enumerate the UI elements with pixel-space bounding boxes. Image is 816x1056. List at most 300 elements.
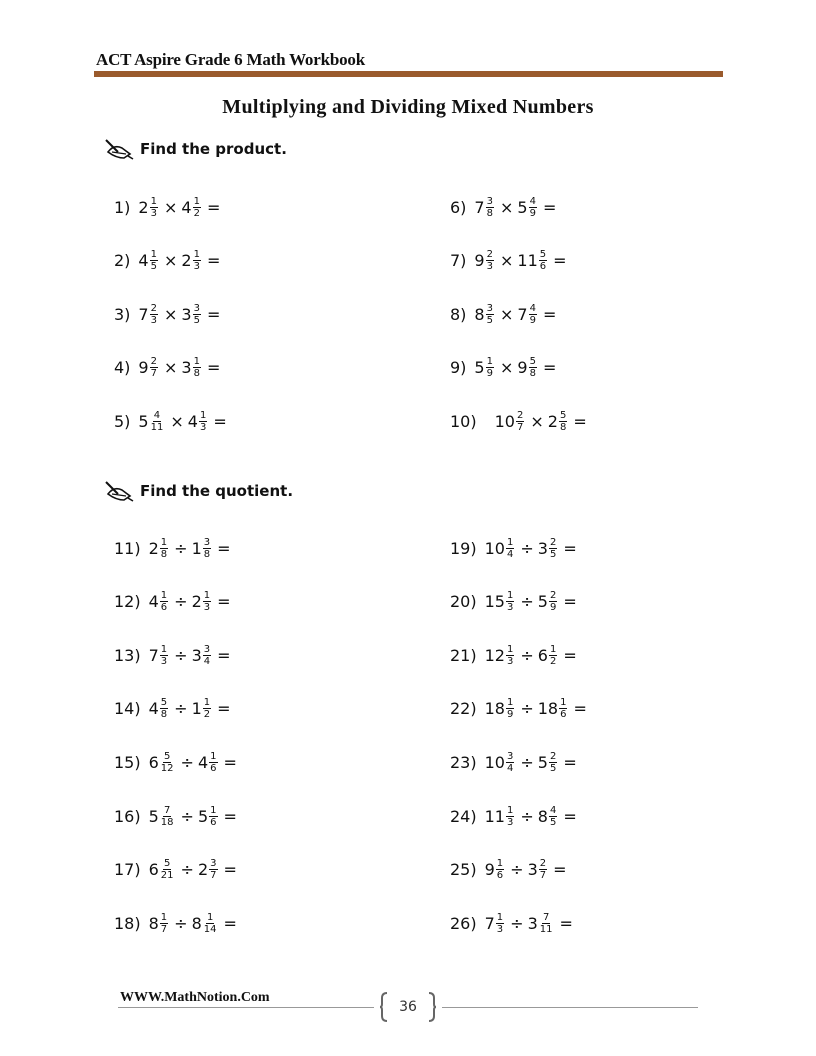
- mixed-number: [149, 644, 171, 667]
- problem-item: [114, 742, 237, 782]
- whole-part: 2: [191, 592, 202, 612]
- numerator: 7: [163, 804, 171, 816]
- problem-number: 1): [114, 197, 131, 217]
- numerator: 1: [150, 195, 157, 207]
- problem-number: 12): [114, 592, 141, 612]
- equals-sign: =: [542, 304, 557, 324]
- denominator: 6: [160, 602, 168, 614]
- whole-part: 1: [191, 699, 202, 719]
- fraction: [486, 249, 494, 272]
- problem-item: [114, 689, 231, 729]
- denominator: 3: [150, 207, 157, 219]
- equals-sign: =: [206, 304, 221, 324]
- pencil-icon: [104, 138, 134, 160]
- denominator: 6: [496, 870, 504, 882]
- multiply-operator: ×: [163, 251, 178, 271]
- mixed-number: [474, 249, 496, 272]
- denominator: 9: [549, 602, 557, 614]
- whole-part: 6: [537, 645, 548, 665]
- whole-part: 6: [148, 860, 159, 880]
- mixed-number: [538, 805, 560, 828]
- mixed-number: [181, 356, 203, 379]
- denominator: 5: [193, 314, 200, 326]
- numerator: 1: [193, 356, 200, 368]
- fraction: [160, 912, 168, 935]
- mixed-number: [149, 697, 171, 720]
- whole-part: 3: [191, 645, 202, 665]
- equals-sign: =: [542, 358, 557, 378]
- mixed-number: [192, 912, 220, 935]
- numerator: 1: [199, 409, 207, 421]
- footer-website: WWW.MathNotion.Com: [120, 990, 270, 1005]
- problem-number: 14): [114, 699, 141, 719]
- mixed-number: [485, 590, 517, 613]
- denominator: 6: [560, 709, 567, 721]
- numerator: 4: [153, 409, 161, 421]
- fraction: [160, 537, 168, 560]
- numerator: 1: [549, 643, 557, 655]
- equals-sign: =: [563, 538, 577, 558]
- fraction: [549, 751, 557, 774]
- fraction: [193, 356, 201, 379]
- fraction: [150, 303, 158, 326]
- fraction: [199, 410, 207, 433]
- footer-divider-right: [442, 1007, 698, 1008]
- equals-sign: =: [217, 699, 231, 719]
- whole-part: 9: [484, 860, 495, 880]
- whole-part: 9: [474, 251, 485, 271]
- fraction: [506, 805, 514, 828]
- equals-sign: =: [563, 645, 577, 665]
- denominator: 2: [193, 207, 200, 219]
- mixed-number: [517, 249, 549, 272]
- whole-part: 18: [484, 699, 505, 719]
- problem-number: 8): [450, 304, 467, 324]
- divide-operator: ÷: [180, 806, 194, 826]
- whole-part: 11: [484, 806, 505, 826]
- whole-part: 7: [517, 304, 528, 324]
- problem-number: 2): [114, 251, 131, 271]
- whole-part: 4: [148, 699, 159, 719]
- mixed-number: [188, 410, 210, 433]
- numerator: 1: [506, 536, 514, 548]
- equals-sign: =: [559, 913, 573, 933]
- numerator: 1: [506, 643, 514, 655]
- divide-operator: ÷: [174, 645, 188, 665]
- fraction: [193, 196, 201, 219]
- denominator: 3: [160, 655, 168, 667]
- problem-number: 24): [450, 806, 477, 826]
- mixed-number: [517, 303, 539, 326]
- denominator: 5: [486, 314, 493, 326]
- whole-part: 3: [527, 913, 538, 933]
- problem-number: 21): [450, 645, 477, 665]
- problem-item: [450, 401, 587, 441]
- denominator: 6: [539, 261, 547, 273]
- divide-operator: ÷: [510, 860, 524, 880]
- mixed-number: [149, 912, 171, 935]
- whole-part: 5: [537, 752, 548, 772]
- numerator: 1: [496, 858, 504, 870]
- page-title: Multiplying and Dividing Mixed Numbers: [222, 96, 594, 118]
- whole-part: 8: [191, 913, 202, 933]
- whole-part: 4: [148, 592, 159, 612]
- denominator: 8: [193, 368, 200, 380]
- whole-part: 5: [148, 806, 159, 826]
- fraction: [486, 303, 494, 326]
- whole-part: 7: [484, 913, 495, 933]
- numerator: 1: [160, 536, 168, 548]
- mixed-number: [181, 303, 203, 326]
- whole-part: 12: [484, 645, 505, 665]
- header-divider: [94, 71, 723, 77]
- whole-part: 15: [484, 592, 505, 612]
- fraction: [506, 590, 514, 613]
- denominator: 2: [203, 709, 211, 721]
- fraction: [486, 196, 494, 219]
- fraction: [486, 356, 494, 379]
- mixed-number: [485, 697, 517, 720]
- mixed-number: [192, 590, 214, 613]
- whole-part: 4: [187, 411, 198, 431]
- problem-item: [450, 903, 573, 943]
- numerator: 2: [516, 409, 524, 421]
- fraction: [203, 590, 211, 613]
- equals-sign: =: [217, 592, 231, 612]
- equals-sign: =: [217, 645, 231, 665]
- fraction: [549, 805, 557, 828]
- denominator: 9: [529, 314, 536, 326]
- mixed-number: [538, 697, 570, 720]
- numerator: 1: [210, 750, 217, 762]
- denominator: 7: [210, 870, 217, 882]
- numerator: 1: [496, 911, 504, 923]
- right-brace-icon: [428, 992, 436, 1022]
- equals-sign: =: [223, 913, 237, 933]
- whole-part: 9: [138, 358, 149, 378]
- problem-item: [114, 903, 237, 943]
- problem-item: [450, 294, 556, 334]
- numerator: 5: [559, 409, 567, 421]
- whole-part: 1: [191, 538, 202, 558]
- problem-number: 17): [114, 860, 141, 880]
- denominator: 8: [203, 548, 211, 560]
- equals-sign: =: [563, 592, 577, 612]
- problem-number: 9): [450, 358, 467, 378]
- mixed-number: [138, 410, 166, 433]
- denominator: 8: [160, 548, 168, 560]
- mixed-number: [538, 537, 560, 560]
- numerator: 2: [150, 356, 157, 368]
- denominator: 8: [559, 421, 567, 433]
- mixed-number: [485, 805, 517, 828]
- numerator: 1: [160, 911, 168, 923]
- problem-item: [114, 187, 220, 227]
- problem-number: 15): [114, 752, 141, 772]
- problem-number: 10): [450, 411, 477, 431]
- mixed-number: [149, 805, 177, 828]
- denominator: 9: [529, 207, 536, 219]
- numerator: 4: [529, 195, 536, 207]
- problem-number: 26): [450, 913, 477, 933]
- mixed-number: [198, 751, 220, 774]
- denominator: 5: [549, 762, 557, 774]
- numerator: 1: [203, 697, 211, 709]
- fraction: [150, 410, 165, 433]
- problem-item: [450, 635, 577, 675]
- section-heading-product: [104, 138, 287, 160]
- denominator: 9: [486, 368, 493, 380]
- problem-number: 18): [114, 913, 141, 933]
- fraction: [209, 751, 217, 774]
- equals-sign: =: [553, 251, 567, 271]
- mixed-number: [495, 410, 527, 433]
- mixed-number: [485, 644, 517, 667]
- denominator: 7: [150, 368, 157, 380]
- mixed-number: [138, 249, 160, 272]
- mixed-number: [474, 196, 496, 219]
- equals-sign: =: [206, 197, 221, 217]
- problem-item: [450, 348, 556, 388]
- numerator: 5: [163, 750, 171, 762]
- fraction: [150, 249, 158, 272]
- denominator: 8: [529, 368, 536, 380]
- problem-number: 6): [450, 197, 467, 217]
- mixed-number: [474, 356, 496, 379]
- denominator: 6: [210, 816, 217, 828]
- fraction: [506, 751, 514, 774]
- fraction: [539, 249, 547, 272]
- left-brace-icon: [380, 992, 388, 1022]
- denominator: 3: [193, 261, 200, 273]
- section-heading-text: Find the quotient.: [140, 482, 294, 500]
- numerator: 3: [203, 536, 211, 548]
- divide-operator: ÷: [174, 913, 188, 933]
- problem-number: 20): [450, 592, 477, 612]
- fraction: [506, 537, 514, 560]
- divide-operator: ÷: [520, 592, 534, 612]
- denominator: 11: [539, 923, 553, 935]
- mixed-number: [149, 751, 177, 774]
- numerator: 1: [486, 356, 493, 368]
- fraction: [529, 303, 537, 326]
- denominator: 7: [539, 870, 547, 882]
- equals-sign: =: [217, 538, 231, 558]
- numerator: 5: [539, 249, 547, 261]
- numerator: 3: [486, 302, 493, 314]
- equals-sign: =: [573, 411, 587, 431]
- problem-item: [114, 401, 227, 441]
- denominator: 18: [160, 816, 174, 828]
- multiply-operator: ×: [499, 358, 514, 378]
- whole-part: 5: [537, 592, 548, 612]
- problem-number: 3): [114, 304, 131, 324]
- pencil-icon: [104, 480, 134, 502]
- problem-item: [114, 294, 220, 334]
- whole-part: 7: [474, 197, 485, 217]
- denominator: 9: [506, 709, 514, 721]
- denominator: 11: [150, 421, 164, 433]
- denominator: 8: [160, 709, 168, 721]
- page-number: 36: [399, 999, 417, 1015]
- numerator: 2: [539, 858, 547, 870]
- numerator: 1: [206, 911, 214, 923]
- mixed-number: [138, 196, 160, 219]
- mixed-number: [517, 356, 539, 379]
- numerator: 1: [203, 590, 211, 602]
- problem-item: [450, 850, 567, 890]
- mixed-number: [538, 644, 560, 667]
- multiply-operator: ×: [499, 251, 514, 271]
- fraction: [209, 858, 217, 881]
- mixed-number: [192, 644, 214, 667]
- divide-operator: ÷: [520, 699, 534, 719]
- problem-number: 19): [450, 538, 477, 558]
- numerator: 2: [549, 590, 557, 602]
- fraction: [549, 644, 557, 667]
- mixed-number: [485, 912, 507, 935]
- mixed-number: [517, 196, 539, 219]
- problem-item: [114, 582, 231, 622]
- mixed-number: [474, 303, 496, 326]
- fraction: [529, 196, 537, 219]
- denominator: 7: [160, 923, 168, 935]
- numerator: 1: [160, 643, 168, 655]
- section-heading-text: Find the product.: [140, 140, 287, 158]
- whole-part: 2: [148, 538, 159, 558]
- denominator: 3: [199, 421, 207, 433]
- numerator: 1: [506, 590, 514, 602]
- denominator: 8: [486, 207, 493, 219]
- numerator: 1: [560, 697, 567, 709]
- multiply-operator: ×: [170, 411, 184, 431]
- equals-sign: =: [563, 806, 577, 826]
- fraction: [203, 912, 218, 935]
- numerator: 2: [549, 536, 557, 548]
- denominator: 3: [486, 261, 493, 273]
- numerator: 1: [506, 697, 514, 709]
- whole-part: 8: [537, 806, 548, 826]
- problem-number: 23): [450, 752, 477, 772]
- mixed-number: [538, 590, 560, 613]
- fraction: [160, 590, 168, 613]
- fraction: [549, 590, 557, 613]
- whole-part: 8: [148, 913, 159, 933]
- numerator: 1: [193, 249, 200, 261]
- whole-part: 5: [138, 411, 149, 431]
- whole-part: 8: [474, 304, 485, 324]
- divide-operator: ÷: [510, 913, 524, 933]
- mixed-number: [485, 751, 517, 774]
- numerator: 4: [529, 302, 536, 314]
- mixed-number: [138, 356, 160, 379]
- fraction: [150, 356, 158, 379]
- equals-sign: =: [213, 411, 227, 431]
- fraction: [203, 537, 211, 560]
- whole-part: 10: [494, 411, 515, 431]
- denominator: 5: [549, 548, 557, 560]
- whole-part: 3: [537, 538, 548, 558]
- problem-item: [114, 796, 237, 836]
- divide-operator: ÷: [180, 860, 194, 880]
- fraction: [549, 537, 557, 560]
- denominator: 6: [210, 762, 217, 774]
- mixed-number: [181, 196, 203, 219]
- whole-part: 7: [138, 304, 149, 324]
- numerator: 2: [486, 249, 493, 261]
- denominator: 3: [506, 816, 514, 828]
- fraction: [496, 912, 504, 935]
- whole-part: 10: [484, 752, 505, 772]
- multiply-operator: ×: [163, 358, 178, 378]
- whole-part: 7: [148, 645, 159, 665]
- problem-item: [114, 635, 231, 675]
- numerator: 1: [506, 804, 514, 816]
- denominator: 3: [150, 314, 157, 326]
- denominator: 3: [496, 923, 504, 935]
- numerator: 3: [193, 302, 200, 314]
- mixed-number: [485, 858, 507, 881]
- problem-number: 4): [114, 358, 131, 378]
- fraction: [160, 751, 175, 774]
- numerator: 5: [529, 356, 536, 368]
- denominator: 3: [506, 655, 514, 667]
- whole-part: 6: [148, 752, 159, 772]
- numerator: 3: [203, 643, 211, 655]
- problem-item: [114, 348, 220, 388]
- fraction: [539, 858, 547, 881]
- footer-divider-left: [118, 1007, 374, 1008]
- fraction: [160, 697, 168, 720]
- mixed-number: [198, 805, 220, 828]
- whole-part: 3: [527, 860, 538, 880]
- whole-part: 2: [181, 251, 192, 271]
- whole-part: 4: [197, 752, 209, 772]
- mixed-number: [181, 249, 203, 272]
- mixed-number: [528, 858, 550, 881]
- equals-sign: =: [206, 358, 221, 378]
- multiply-operator: ×: [530, 411, 544, 431]
- divide-operator: ÷: [520, 806, 534, 826]
- divide-operator: ÷: [180, 752, 194, 772]
- fraction: [506, 644, 514, 667]
- fraction: [529, 356, 537, 379]
- numerator: 1: [150, 249, 157, 261]
- denominator: 21: [160, 870, 174, 882]
- mixed-number: [149, 537, 171, 560]
- multiply-operator: ×: [499, 197, 514, 217]
- numerator: 7: [542, 911, 550, 923]
- mixed-number: [149, 590, 171, 613]
- equals-sign: =: [223, 806, 237, 826]
- denominator: 14: [203, 923, 217, 935]
- multiply-operator: ×: [163, 304, 178, 324]
- whole-part: 4: [138, 251, 149, 271]
- denominator: 7: [516, 421, 524, 433]
- divide-operator: ÷: [520, 645, 534, 665]
- numerator: 2: [150, 302, 157, 314]
- numerator: 3: [506, 750, 514, 762]
- numerator: 4: [549, 804, 557, 816]
- whole-part: 5: [517, 197, 528, 217]
- divide-operator: ÷: [174, 699, 188, 719]
- problem-item: [450, 689, 587, 729]
- numerator: 3: [486, 195, 493, 207]
- whole-part: 9: [517, 358, 528, 378]
- denominator: 12: [160, 762, 174, 774]
- divide-operator: ÷: [174, 538, 188, 558]
- page-number-box: [380, 992, 436, 1022]
